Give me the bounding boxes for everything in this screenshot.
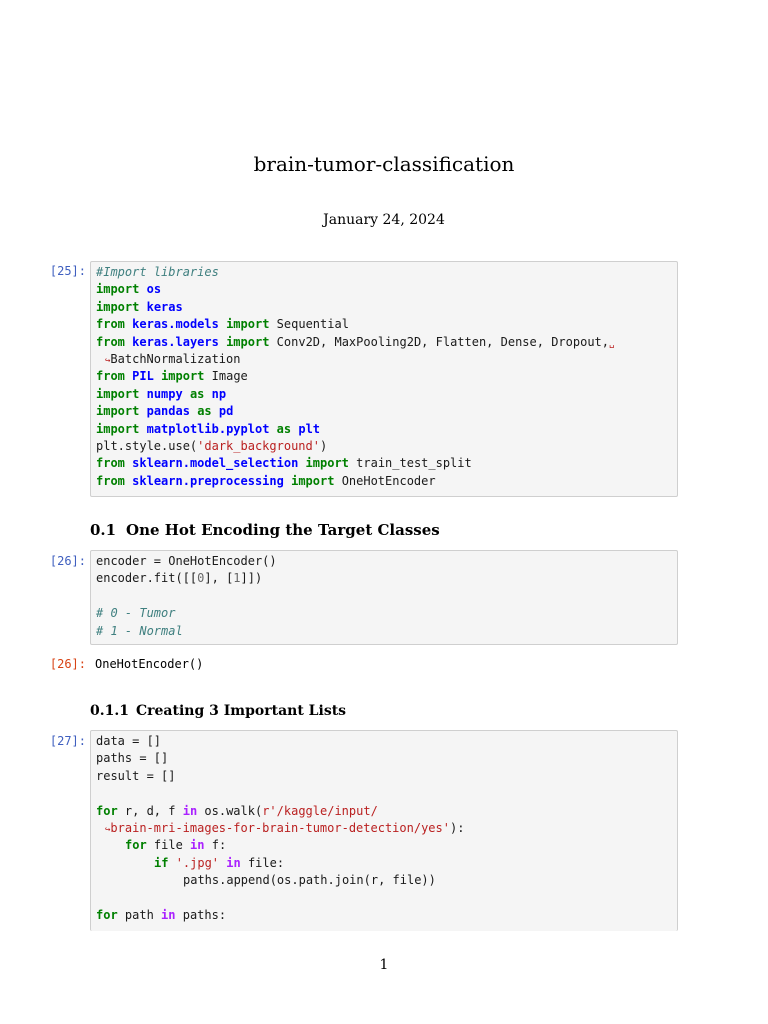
code-line: import numpy as np bbox=[96, 386, 227, 401]
line-wrap-icon: ␣ bbox=[609, 338, 615, 349]
continuation-arrow-icon: ↪ bbox=[105, 355, 111, 366]
cell-26-input-prompt: [26]: bbox=[49, 554, 86, 568]
code-line: if '.jpg' in file: bbox=[154, 855, 285, 870]
code-line: result = [] bbox=[96, 768, 176, 783]
code-cell-26[interactable] bbox=[90, 550, 678, 645]
code-line: import keras bbox=[96, 299, 183, 314]
code-line: # 1 - Normal bbox=[96, 623, 183, 638]
code-line: encoder.fit([[0], [1]]) bbox=[96, 571, 263, 586]
code-line: import os bbox=[96, 282, 162, 297]
subsection-heading: 0.1.1 Creating 3 Important Lists bbox=[90, 703, 347, 719]
code-line: data = [] bbox=[96, 734, 162, 748]
code-line: from PIL import Image bbox=[96, 369, 248, 384]
code-line: plt.style.use('dark_background') bbox=[96, 438, 328, 453]
code-cell-25[interactable] bbox=[90, 261, 678, 497]
code-line-continuation: ↪BatchNormalization bbox=[105, 351, 241, 366]
code-line: # 0 - Tumor bbox=[96, 606, 176, 621]
code-line: for r, d, f in os.walk(r'/kaggle/input/ bbox=[96, 803, 378, 818]
code-line: from keras.models import Sequential bbox=[96, 317, 349, 332]
code-line: encoder = OneHotEncoder() bbox=[96, 554, 277, 568]
code-line: paths = [] bbox=[96, 751, 169, 766]
document-date: January 24, 2024 bbox=[323, 212, 445, 228]
cell-27-input-prompt: [27]: bbox=[49, 734, 86, 748]
code-line: import matplotlib.pyplot as plt bbox=[96, 421, 321, 436]
code-line: from sklearn.preprocessing import OneHotEncoder bbox=[96, 473, 436, 488]
cell-25-input-prompt: [25]: bbox=[49, 264, 86, 278]
code-line: import pandas as pd bbox=[96, 404, 234, 419]
cell-26-output-prompt: [26]: bbox=[49, 657, 86, 671]
code-line: from sklearn.model_selection import train_test_split bbox=[96, 456, 472, 471]
code-line: #Import libraries bbox=[96, 265, 219, 279]
code-line: for file in f: bbox=[125, 838, 227, 853]
code-cell-27[interactable] bbox=[90, 730, 678, 931]
code-line: for path in paths: bbox=[96, 907, 227, 922]
section-heading: 0.1 One Hot Encoding the Target Classes bbox=[90, 521, 440, 539]
code-line-continuation: ↪brain-mri-images-for-brain-tumor-detection/yes'): bbox=[105, 820, 465, 835]
code-line: paths.append(os.path.join(r, file)) bbox=[183, 873, 436, 888]
code-line: from keras.layers import Conv2D, MaxPooling2D, Flatten, Dense, Dropout,␣ bbox=[96, 334, 615, 349]
page-number: 1 bbox=[379, 957, 389, 973]
continuation-arrow-icon: ↪ bbox=[105, 824, 111, 835]
cell-26-output: OneHotEncoder() bbox=[95, 657, 204, 671]
document-title: brain-tumor-classification bbox=[253, 152, 515, 176]
